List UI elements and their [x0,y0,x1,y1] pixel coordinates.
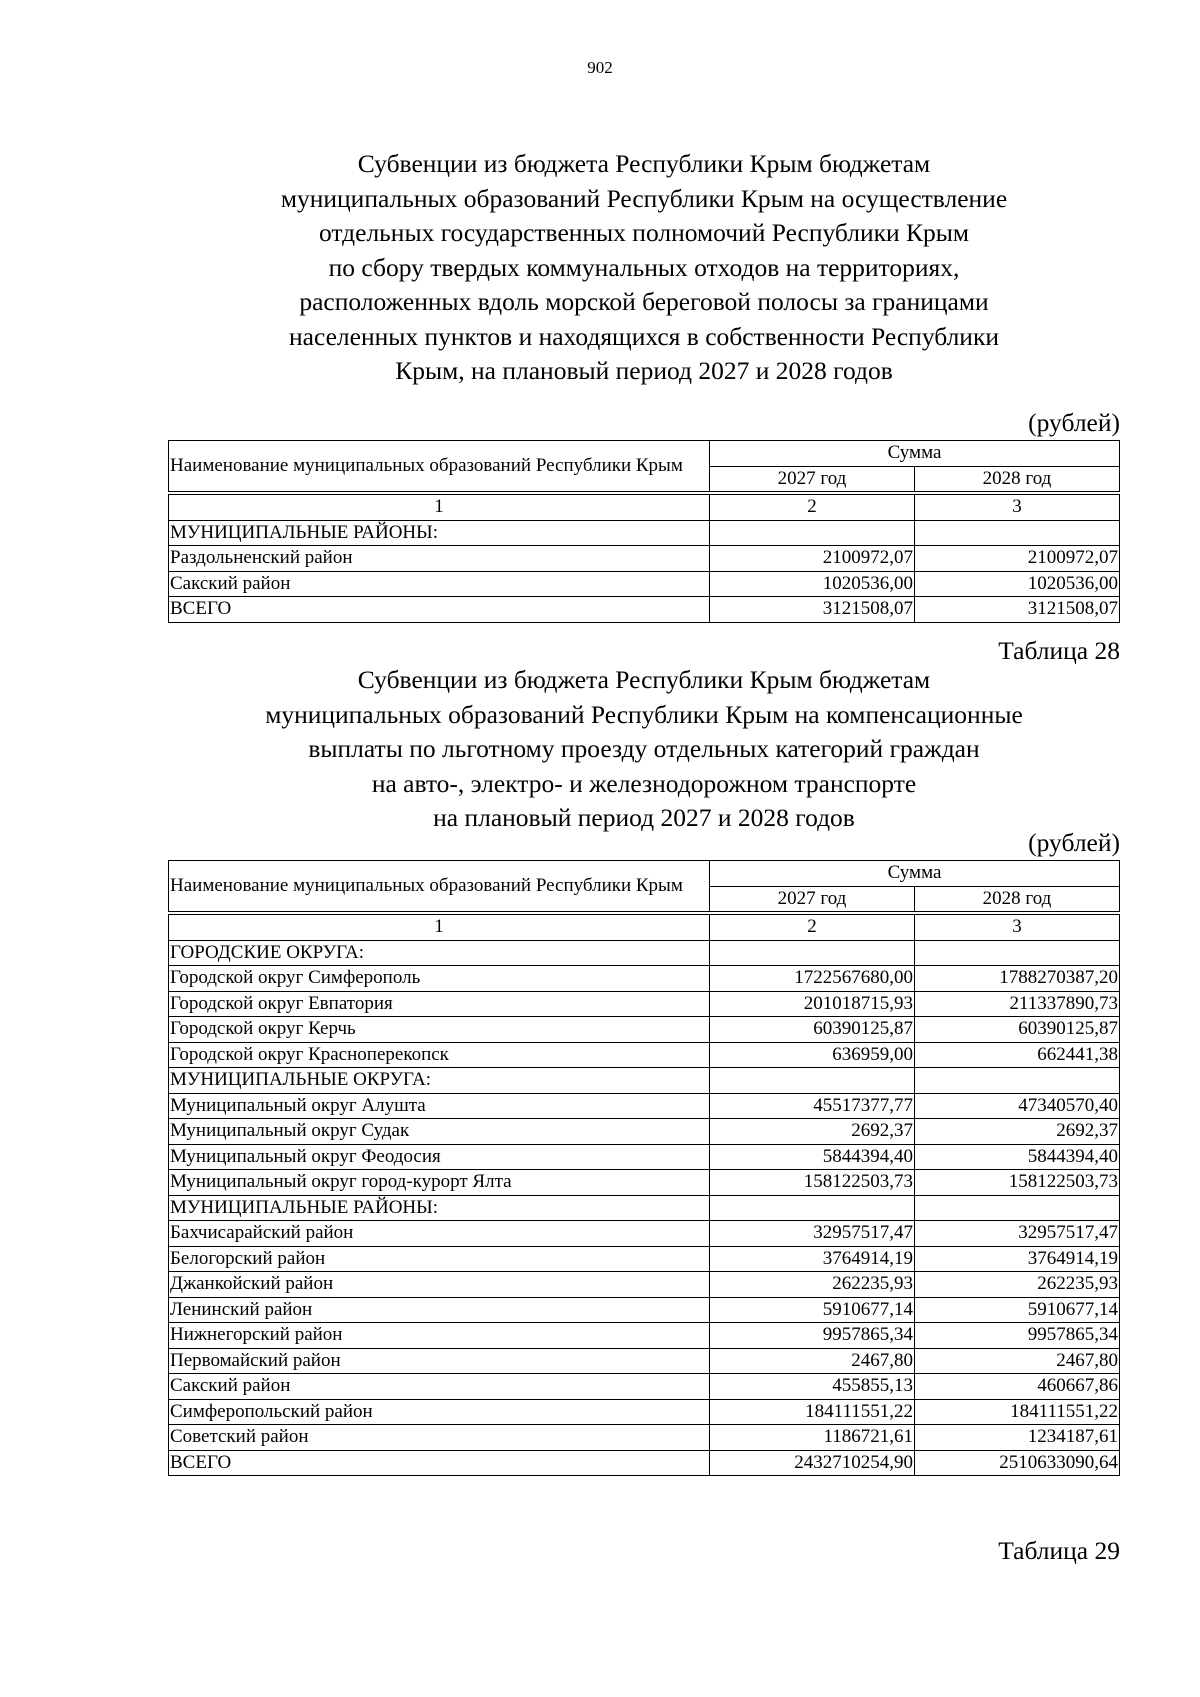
row-2028: 262235,93 [915,1272,1120,1298]
title-line: муниципальных образований Республики Крым на компенсационные [265,699,1023,729]
row-2027: 455855,13 [710,1374,915,1400]
row-2027: 9957865,34 [710,1323,915,1349]
total-label: ВСЕГО [169,597,710,623]
row-2028: 1788270387,20 [915,966,1120,992]
row-name: Сакский район [169,571,710,597]
row-2028: 211337890,73 [915,991,1120,1017]
row-2027: 1186721,61 [710,1425,915,1451]
row-2027: 5910677,14 [710,1297,915,1323]
row-2027 [710,1068,915,1094]
title-line: выплаты по льготному проезду отдельных категорий граждан [308,734,980,763]
row-name: Городской округ Симферополь [169,966,710,992]
col-number: 3 [915,913,1120,940]
row-name: Советский район [169,1425,710,1451]
row-name: Городской округ Красноперекопск [169,1042,710,1068]
table-row [169,1170,1120,1196]
col-number: 1 [169,913,710,940]
table-row [169,1425,1120,1451]
row-2028: 1234187,61 [915,1425,1120,1451]
row-2027: 1020536,00 [710,571,915,597]
row-2027 [710,520,915,546]
row-2027: 45517377,77 [710,1093,915,1119]
row-name: Муниципальный округ Феодосия [169,1144,710,1170]
table-row [169,546,1120,572]
row-2027: 184111551,22 [710,1399,915,1425]
row-2028 [915,940,1120,966]
title-line: по сбору твердых коммунальных отходов на территориях, [328,252,960,282]
table-row [169,1042,1120,1068]
col-number: 1 [169,493,710,520]
row-2028: 2692,37 [915,1119,1120,1145]
table-row [169,1144,1120,1170]
header-2028: 2028 год [915,886,1120,913]
row-name: Первомайский район [169,1348,710,1374]
row-2027: 1722567680,00 [710,966,915,992]
row-name: Ленинский район [169,1297,710,1323]
table-label-29: Таблица 29 [998,1536,1120,1565]
row-2028: 60390125,87 [915,1017,1120,1043]
row-2027: 60390125,87 [710,1017,915,1043]
row-2028: 32957517,47 [915,1221,1120,1247]
table-row [169,1399,1120,1425]
header-2027: 2027 год [710,886,915,913]
table-row [169,1348,1120,1374]
col-number: 2 [710,913,915,940]
row-2028: 3764914,19 [915,1246,1120,1272]
table-total-row [169,597,1120,623]
table-row-group [169,940,1120,966]
total-2027: 3121508,07 [710,597,915,623]
table-row [169,571,1120,597]
row-name: ГОРОДСКИЕ ОКРУГА: [169,940,710,966]
section1-unit: (рублей) [1028,408,1120,437]
table-row [169,991,1120,1017]
row-2027: 2100972,07 [710,546,915,572]
total-2027: 2432710254,90 [710,1450,915,1476]
section1-title [168,147,1120,389]
table-row [169,1017,1120,1043]
column-number-row [169,913,1120,940]
table-row [169,1221,1120,1247]
row-2028: 5844394,40 [915,1144,1120,1170]
row-name: Муниципальный округ Алушта [169,1093,710,1119]
table-row-group [169,1195,1120,1221]
header-2028: 2028 год [915,466,1120,493]
title-line: муниципальных образований Республики Крым на осуществление [280,183,1008,213]
row-2027: 158122503,73 [710,1170,915,1196]
table-label-28: Таблица 28 [998,636,1120,665]
section2-table [168,860,1120,1476]
table-row [169,1119,1120,1145]
row-2028: 460667,86 [915,1374,1120,1400]
row-2027: 5844394,40 [710,1144,915,1170]
row-2027 [710,1195,915,1221]
row-name: Джанкойский район [169,1272,710,1298]
header-sum: Сумма [710,441,1120,467]
title-line: расположенных вдоль морской береговой полосы за границами [299,287,989,316]
title-line: на плановый период 2027 и 2028 годов [433,803,855,832]
table-row [169,1246,1120,1272]
header-2027: 2027 год [710,466,915,493]
header-name: Наименование муниципальных образований Республики Крым [169,441,710,494]
row-name: МУНИЦИПАЛЬНЫЕ РАЙОНЫ: [169,520,710,546]
title-line: Субвенции из бюджета Республики Крым бюджетам [357,665,931,694]
title-line: Субвенции из бюджета Республики Крым бюджетам [357,149,931,178]
row-2027: 2692,37 [710,1119,915,1145]
row-name: Бахчисарайский район [169,1221,710,1247]
row-2027: 262235,93 [710,1272,915,1298]
row-name: Муниципальный округ город-курорт Ялта [169,1170,710,1196]
row-name: Городской округ Евпатория [169,991,710,1017]
table-total-row [169,1450,1120,1476]
header-sum: Сумма [710,861,1120,887]
total-label: ВСЕГО [169,1450,710,1476]
title-line: отдельных государственных полномочий Республики Крым [318,218,970,247]
row-name: Сакский район [169,1374,710,1400]
table-row [169,1093,1120,1119]
title-line: на авто-, электро- и железнодорожном транспорте [371,768,917,798]
title-line: населенных пунктов и находящихся в собственности Республики [289,321,999,351]
table-row [169,1323,1120,1349]
row-name: Городской округ Керчь [169,1017,710,1043]
row-2028 [915,520,1120,546]
row-2027: 636959,00 [710,1042,915,1068]
row-2028: 2100972,07 [915,546,1120,572]
table-row [169,1272,1120,1298]
row-2028 [915,1068,1120,1094]
column-number-row [169,493,1120,520]
row-2028: 9957865,34 [915,1323,1120,1349]
table-row [169,1374,1120,1400]
header-name: Наименование муниципальных образований Республики Крым [169,861,710,914]
row-2027 [710,940,915,966]
page-number: 902 [587,58,613,77]
table-row-group [169,520,1120,546]
row-2028: 158122503,73 [915,1170,1120,1196]
row-2028: 47340570,40 [915,1093,1120,1119]
table-row-group [169,1068,1120,1094]
row-2028: 662441,38 [915,1042,1120,1068]
section2-unit: (рублей) [1028,828,1120,857]
row-name: Раздольненский район [169,546,710,572]
row-2027: 2467,80 [710,1348,915,1374]
row-2028: 1020536,00 [915,571,1120,597]
row-name: Симферопольский район [169,1399,710,1425]
table-row [169,1297,1120,1323]
row-2028: 5910677,14 [915,1297,1120,1323]
row-2027: 32957517,47 [710,1221,915,1247]
table-row [169,966,1120,992]
table-header-row [169,441,1120,467]
row-2027: 201018715,93 [710,991,915,1017]
total-2028: 2510633090,64 [915,1450,1120,1476]
row-2028: 2467,80 [915,1348,1120,1374]
row-name: Муниципальный округ Судак [169,1119,710,1145]
row-2028 [915,1195,1120,1221]
row-name: МУНИЦИПАЛЬНЫЕ ОКРУГА: [169,1068,710,1094]
row-2028: 184111551,22 [915,1399,1120,1425]
col-number: 2 [710,493,915,520]
row-name: Белогорский район [169,1246,710,1272]
section1-table [168,440,1120,623]
row-name: МУНИЦИПАЛЬНЫЕ РАЙОНЫ: [169,1195,710,1221]
row-name: Нижнегорский район [169,1323,710,1349]
table-header-row [169,861,1120,887]
section2-title [168,663,1120,836]
row-2027: 3764914,19 [710,1246,915,1272]
title-line: Крым, на плановый период 2027 и 2028 годов [395,356,893,385]
col-number: 3 [915,493,1120,520]
total-2028: 3121508,07 [915,597,1120,623]
